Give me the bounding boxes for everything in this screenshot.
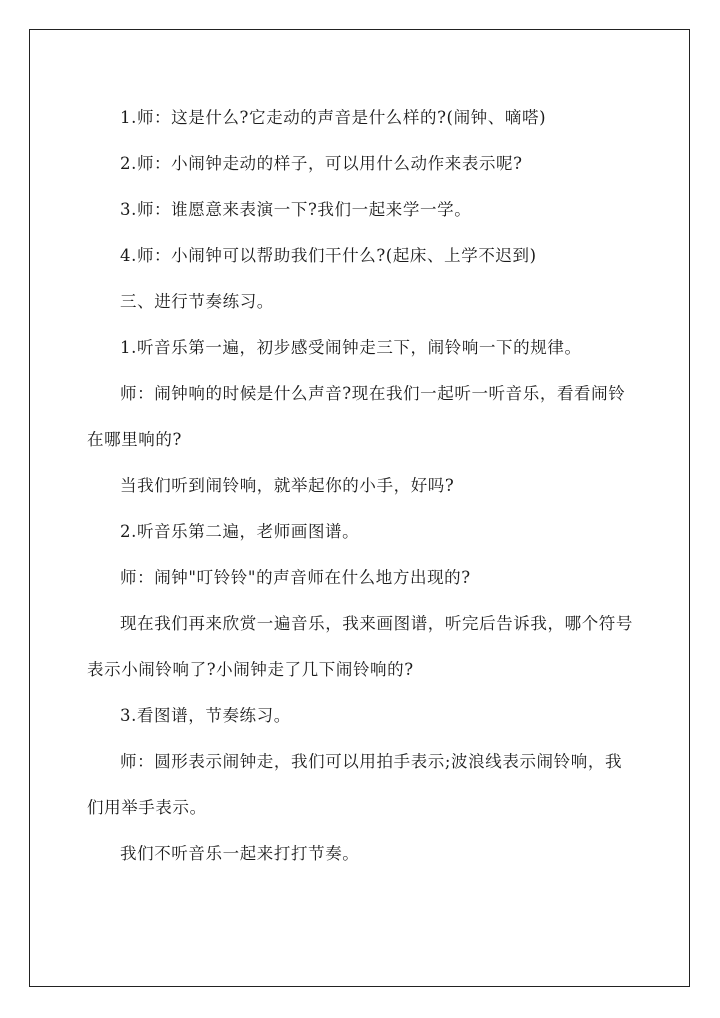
document-body — [87, 95, 635, 877]
paragraph-14: 我们不听音乐一起来打打节奏。 — [120, 844, 360, 863]
paragraph-4: 4.师：小闹钟可以帮助我们干什么?(起床、上学不迟到) — [120, 246, 537, 265]
paragraph-10: 师：闹钟"叮铃铃"的声音师在什么地方出现的? — [120, 568, 471, 587]
section-heading: 三、进行节奏练习。 — [120, 292, 274, 311]
paragraph-6: 1.听音乐第一遍，初步感受闹钟走三下，闹铃响一下的规律。 — [120, 338, 582, 357]
paragraph-7: 师：闹钟响的时候是什么声音?现在我们一起听一听音乐，看看闹铃在哪里响的? — [87, 384, 626, 449]
paragraph-3: 3.师：谁愿意来表演一下?我们一起来学一学。 — [120, 200, 472, 219]
paragraph-12: 3.看图谱，节奏练习。 — [120, 706, 291, 725]
paragraph-11: 现在我们再来欣赏一遍音乐，我来画图谱，听完后告诉我，哪个符号表示小闹铃响了?小闹钟走了几下闹铃响的? — [87, 614, 633, 679]
paragraph-1: 1.师：这是什么?它走动的声音是什么样的?(闹钟、嘀嗒) — [120, 108, 547, 127]
paragraph-8: 当我们听到闹铃响，就举起你的小手，好吗? — [120, 476, 455, 495]
paragraph-13: 师：圆形表示闹钟走，我们可以用拍手表示;波浪线表示闹铃响，我们用举手表示。 — [87, 752, 623, 817]
paragraph-2: 2.师：小闹钟走动的样子，可以用什么动作来表示呢? — [120, 154, 523, 173]
paragraph-9: 2.听音乐第二遍，老师画图谱。 — [120, 522, 360, 541]
